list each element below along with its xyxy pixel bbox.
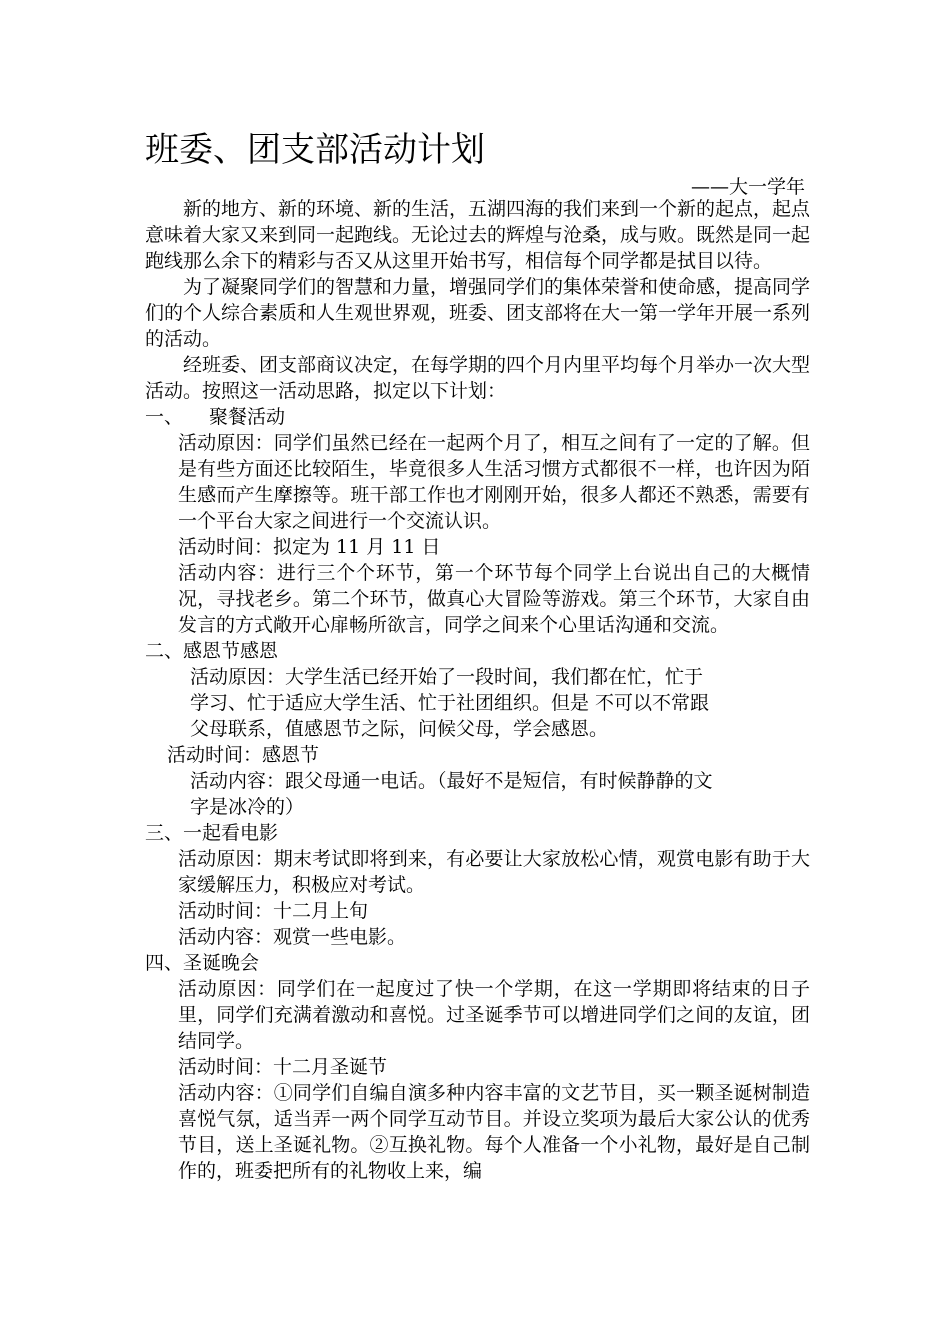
intro-paragraph: 为了凝聚同学们的智慧和力量，增强同学们的集体荣誉和使命感，提高同学们的个人综合素质和人生观世界观，班委、团支部将在大一第一学年开展一系列的活动。 (145, 276, 811, 350)
text-line: 父母联系，值感恩节之际，问候父母，学会感恩。 (190, 718, 609, 740)
activity-content (190, 768, 810, 820)
section-heading: 四、圣诞晚会 (145, 952, 260, 974)
text-line: 活动内容：跟父母通一电话。（最好不是短信，有时候静静的文 (190, 770, 713, 792)
activity-reason: 活动原因：同学们在一起度过了快一个学期，在这一学期即将结束的日子里，同学们充满着激动和喜悦。过圣诞季节可以增进同学们之间的友谊，团结同学。 (178, 978, 810, 1052)
activity-reason: 活动原因：期末考试即将到来，有必要让大家放松心情，观赏电影有助于大家缓解压力，积极应对考试。 (178, 848, 810, 896)
activity-content: 活动内容：①同学们自编自演多种内容丰富的文艺节目，买一颗圣诞树制造喜悦气氛，适当弄一两个同学互动节目。并设立奖项为最后大家公认的优秀节目，送上圣诞礼物。②互换礼物。每个人准备一个小礼物，最好是自己制作的，班委把所有的礼物收上来，编 (178, 1082, 810, 1182)
document-title: 班委、团支部活动计划 (145, 130, 485, 170)
activity-reason: 活动原因：同学们虽然已经在一起两个月了，相互之间有了一定的了解。但是有些方面还比较陌生，毕竟很多人生活习惯方式都很不一样，也许因为陌生感而产生摩擦等。班干部工作也才刚刚开始，很多人都还不熟悉，需要有一个平台大家之间进行一个交流认识。 (178, 432, 810, 532)
text-line: 学习、忙于适应大学生活、忙于社团组织。但是 不可以不常跟 (190, 692, 710, 714)
section-title: 聚餐活动 (209, 406, 286, 428)
activity-time: 活动时间：十二月上旬 (178, 900, 369, 922)
activity-time: 活动时间：感恩节 (167, 744, 320, 766)
document-subtitle: ——大一学年 (690, 176, 805, 198)
intro-paragraph: 新的地方、新的环境、新的生活，五湖四海的我们来到一个新的起点，起点意味着大家又来到同一起跑线。无论过去的辉煌与沧桑，成与败。既然是同一起跑线那么余下的精彩与否又从这里开始书写，相信每个同学都是拭目以待。 (145, 198, 811, 272)
activity-reason (190, 664, 810, 742)
activity-time: 活动时间：拟定为 11 月 11 日 (178, 536, 441, 558)
activity-content: 活动内容：观赏一些电影。 (178, 926, 407, 948)
section-heading: 三、一起看电影 (145, 822, 279, 844)
section-heading (145, 404, 810, 430)
text-line: 字是冰冷的） (190, 796, 305, 818)
document-body (145, 196, 810, 1184)
activity-content: 活动内容：进行三个个环节，第一个环节每个同学上台说出自己的大概情况，寻找老乡。第二个环节，做真心大冒险等游戏。第三个环节，大家自由发言的方式敞开心扉畅所欲言，同学之间来个心里话沟通和交流。 (178, 562, 810, 636)
text-line: 活动原因：大学生活已经开始了一段时间，我们都在忙，忙于 (190, 666, 704, 688)
intro-paragraph: 经班委、团支部商议决定，在每学期的四个月内里平均每个月举办一次大型活动。按照这一活动思路，拟定以下计划： (145, 354, 811, 402)
section-number: 一、 (145, 406, 184, 428)
section-heading: 二、感恩节感恩 (145, 640, 279, 662)
activity-time: 活动时间：十二月圣诞节 (178, 1056, 388, 1078)
